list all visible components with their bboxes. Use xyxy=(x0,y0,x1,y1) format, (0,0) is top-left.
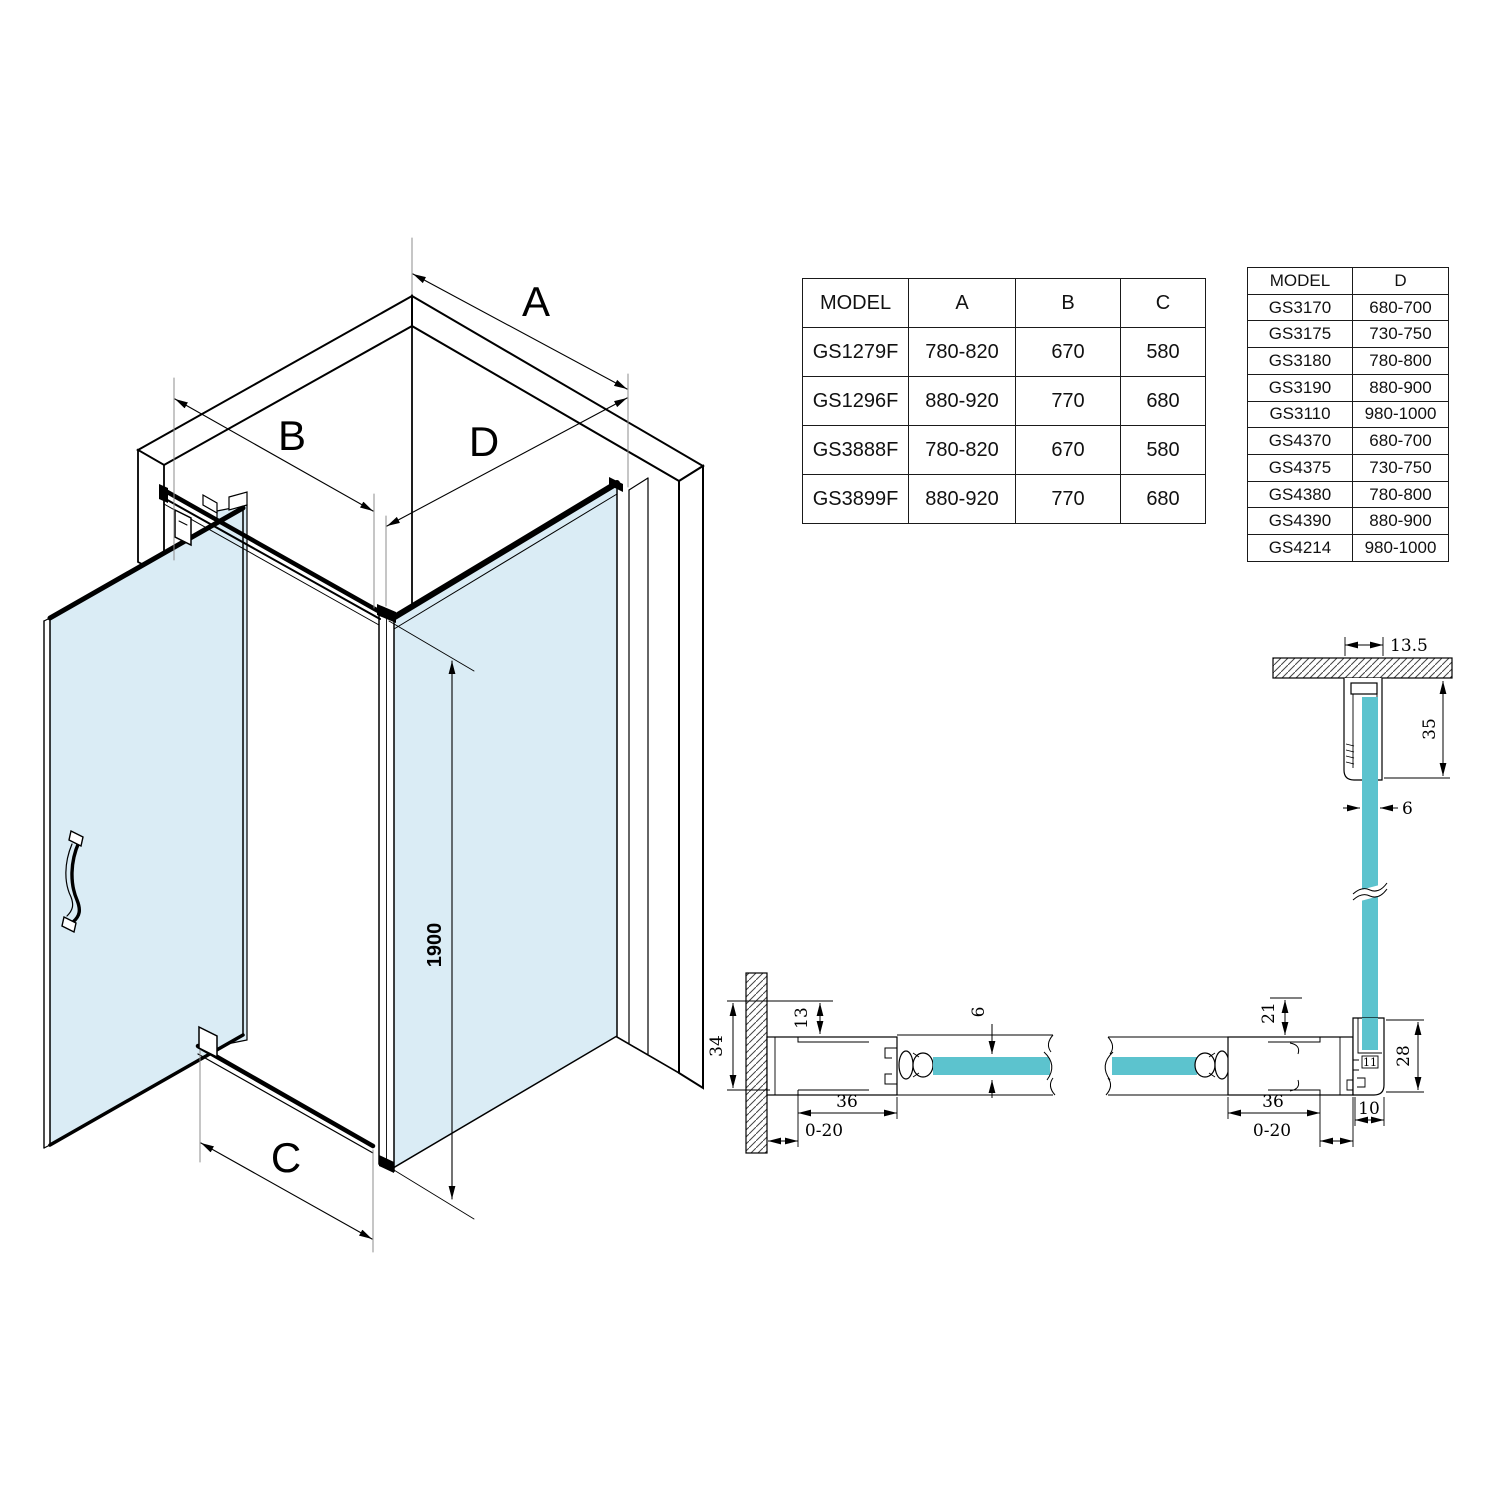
dim-36-left: 36 xyxy=(836,1092,858,1112)
cell-b: 770 xyxy=(1016,475,1121,524)
dim-label-height: 1900 xyxy=(424,922,446,968)
dim-adjust-right: 0-20 xyxy=(1252,1121,1292,1141)
cell-b: 670 xyxy=(1016,426,1121,475)
dim-label-d: D xyxy=(468,418,500,465)
dim-11: 11 xyxy=(1363,1056,1377,1069)
dim-label-c: C xyxy=(270,1134,302,1181)
col-header: MODEL xyxy=(803,279,909,328)
cell-a: 880-920 xyxy=(909,377,1016,426)
table-row xyxy=(803,328,1206,377)
dim-34: 34 xyxy=(707,1035,727,1057)
dim-13: 13 xyxy=(792,1007,812,1029)
detail-wall-profile-top xyxy=(1273,637,1452,1053)
cell-b: 770 xyxy=(1016,377,1121,426)
cell-model: GS3180 xyxy=(1248,348,1353,375)
cell-model: GS3190 xyxy=(1248,374,1353,401)
table-row xyxy=(1248,508,1449,535)
wall-hatch-bar-left xyxy=(746,973,767,1153)
cell-c: 580 xyxy=(1121,328,1206,377)
table-row xyxy=(1248,535,1449,562)
dim-6-top: 6 xyxy=(1402,799,1413,819)
cell-b: 670 xyxy=(1016,328,1121,377)
col-header: B xyxy=(1016,279,1121,328)
table-row xyxy=(803,475,1206,524)
cell-d: 680-700 xyxy=(1353,294,1449,321)
dim-10: 10 xyxy=(1358,1099,1380,1119)
dim-6-left: 6 xyxy=(969,1006,989,1018)
cell-d: 880-900 xyxy=(1353,508,1449,535)
table-header-row xyxy=(1248,268,1449,295)
cell-d: 780-800 xyxy=(1353,348,1449,375)
cell-model: GS3899F xyxy=(803,475,909,524)
table-row xyxy=(1248,455,1449,482)
dim-36-right: 36 xyxy=(1262,1092,1284,1112)
cell-c: 580 xyxy=(1121,426,1206,475)
col-header: A xyxy=(909,279,1016,328)
glass-section-vertical xyxy=(1362,697,1378,1053)
size-table-abc xyxy=(802,278,1206,524)
cell-model: GS4390 xyxy=(1248,508,1353,535)
table-row xyxy=(1248,428,1449,455)
dim-adjust-left: 0-20 xyxy=(804,1121,844,1141)
table-row xyxy=(1248,401,1449,428)
cell-model: GS4370 xyxy=(1248,428,1353,455)
cell-model: GS3170 xyxy=(1248,294,1353,321)
dim-35: 35 xyxy=(1420,718,1440,740)
glass-section-left xyxy=(933,1057,1050,1075)
dim-13-5: 13.5 xyxy=(1390,636,1428,656)
table-row xyxy=(1248,294,1449,321)
table-row xyxy=(803,426,1206,475)
cell-a: 880-920 xyxy=(909,475,1016,524)
cell-model: GS1279F xyxy=(803,328,909,377)
cell-d: 980-1000 xyxy=(1353,535,1449,562)
table-row xyxy=(803,377,1206,426)
cell-model: GS4214 xyxy=(1248,535,1353,562)
cell-model: GS3888F xyxy=(803,426,909,475)
cell-a: 780-820 xyxy=(909,328,1016,377)
cell-model: GS3175 xyxy=(1248,321,1353,348)
table-row xyxy=(1248,348,1449,375)
cell-a: 780-820 xyxy=(909,426,1016,475)
cell-d: 880-900 xyxy=(1353,374,1449,401)
glass-section-right xyxy=(1112,1057,1197,1075)
dim-21: 21 xyxy=(1259,1002,1279,1024)
cell-c: 680 xyxy=(1121,475,1206,524)
wall-hatch-bar xyxy=(1273,658,1452,678)
dim-28: 28 xyxy=(1394,1045,1414,1067)
detail-wall-profile-left xyxy=(727,973,1062,1153)
table-row xyxy=(1248,481,1449,508)
cell-c: 680 xyxy=(1121,377,1206,426)
cell-model: GS4380 xyxy=(1248,481,1353,508)
col-header: D xyxy=(1353,268,1449,295)
cell-d: 730-750 xyxy=(1353,321,1449,348)
dim-label-a: A xyxy=(521,278,551,325)
cell-d: 780-800 xyxy=(1353,481,1449,508)
col-header: MODEL xyxy=(1248,268,1353,295)
size-table-d xyxy=(1247,267,1449,562)
col-header: C xyxy=(1121,279,1206,328)
cell-model: GS4375 xyxy=(1248,455,1353,482)
table-row xyxy=(1248,321,1449,348)
cell-model: GS3110 xyxy=(1248,401,1353,428)
table-header-row xyxy=(803,279,1206,328)
cell-model: GS1296F xyxy=(803,377,909,426)
cell-d: 980-1000 xyxy=(1353,401,1449,428)
cell-d: 730-750 xyxy=(1353,455,1449,482)
corner-post xyxy=(377,604,396,1173)
dim-label-b: B xyxy=(277,412,307,459)
table-row xyxy=(1248,374,1449,401)
isometric-enclosure xyxy=(44,238,703,1252)
cell-d: 680-700 xyxy=(1353,428,1449,455)
